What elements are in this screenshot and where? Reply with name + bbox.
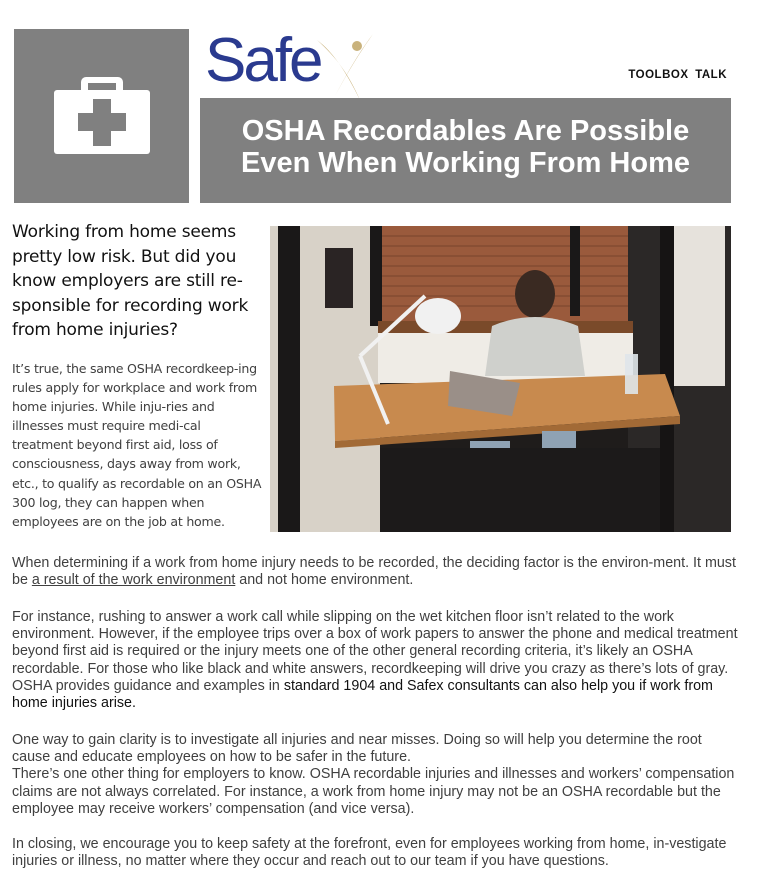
title-banner xyxy=(200,98,731,203)
paragraph-1-text-a: When determining if a work from home injury needs to be recorded, the deciding factor is the environ-ment. It must be xyxy=(12,555,736,589)
paragraph-3-text-a: One way to gain clarity is to investigate all injuries and near misses. Doing so will help you determine the root cause and educate employees on how to be safer in the future. xyxy=(12,732,702,766)
title-line-1: OSHA Recordables Are Possible xyxy=(241,115,690,147)
logo-text: Safe xyxy=(205,26,321,95)
paragraph-4: In closing, we encourage you to keep safety at the forefront, even for employees working from home, in-vestigate injuries or illness, no matter where they occur and reach out to our team if you have questions. xyxy=(12,836,727,870)
intro-body: It’s true, the same OSHA recordkeep-ing rules apply for workplace and work from home injuries. While inju-ries and illnesses must require medi-cal treatment beyond first aid, loss of consciousness, days away from work, etc., to qualify as recordable on an OSHA 300 log, they can happen when employees are on the job at home. xyxy=(12,361,262,529)
work-environment-link[interactable]: a result of the work environment xyxy=(31,572,236,589)
title-line-2: Even When Working From Home xyxy=(240,147,690,179)
paragraph-2-text-b: standard 1904 and Safex consultants can also help you if work from home injuries arise. xyxy=(12,677,713,712)
photo-illustration xyxy=(270,226,731,532)
paragraph-3 xyxy=(12,732,742,818)
intro-heading: Working from home seems pretty low risk. But did you know employers are still re-sponsible for recording work from home injuries? xyxy=(12,222,249,340)
first-aid-kit-icon xyxy=(52,67,152,157)
paragraph-1 xyxy=(12,555,742,589)
paragraph-3-text-b: There’s one other thing for employers to know. OSHA recordable injuries and illnesses and workers’ compensation claims are not always correlated. For instance, a work from home injury may not be an OSHA recordable but the employee may receive workers’ compensation (and vice versa). xyxy=(12,766,735,817)
page-title xyxy=(200,115,731,179)
photo-man-working-from-home xyxy=(270,226,731,532)
safex-logo xyxy=(205,26,385,100)
category-label: TOOLBOX TALK xyxy=(628,69,727,81)
paragraph-1-text-b: and not home environment. xyxy=(235,572,414,589)
header-icon-box xyxy=(14,29,189,203)
paragraph-2 xyxy=(12,609,742,712)
logo-swoosh-x-icon xyxy=(315,30,375,102)
paragraph-2-text-a: For instance, rushing to answer a work call while slipping on the wet kitchen floor isn’t related to the work environment. However, if the employee trips over a box of work papers to answer the phone and medical treatment beyond first aid is required or the injury meets one of the other general recording criteria, it’s likely an OSHA recordable. For those who like black and white answers, recordkeeping will drive you crazy as there’s lots of gray. OSHA provides guidance and examples in xyxy=(12,609,738,694)
